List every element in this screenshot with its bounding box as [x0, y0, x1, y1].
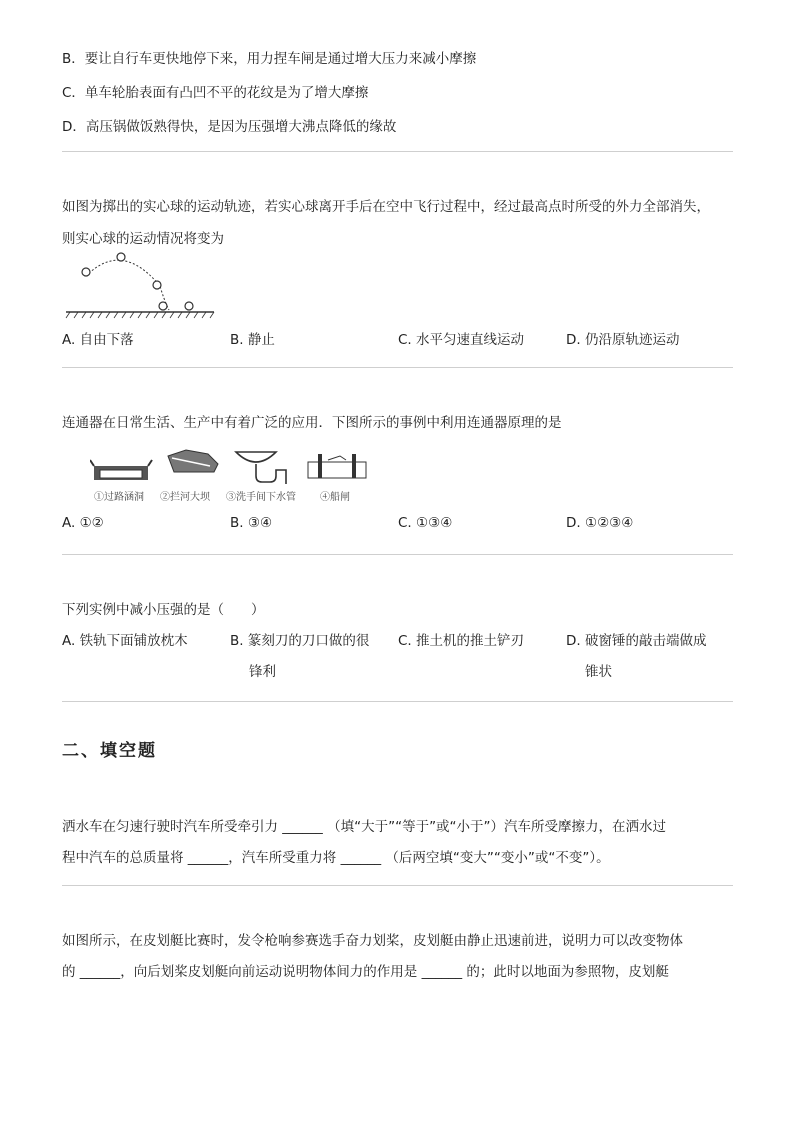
divider	[62, 885, 733, 886]
pressure-option-a: A. 铁轨下面铺放枕木	[62, 633, 188, 649]
connector-option-a: A. ①②	[62, 515, 104, 531]
caption-culvert: ①过路涵洞	[94, 492, 144, 503]
ball-option-b: B. 静止	[230, 332, 275, 348]
pressure-option-d: D. 破窗锤的敲击端做成	[566, 633, 707, 649]
dam-illustration	[168, 450, 218, 472]
connector-option-b: B. ③④	[230, 515, 273, 531]
caption-sink: ③洗手间下水管	[226, 492, 296, 503]
divider	[62, 701, 733, 702]
ball-option-a: A. 自由下落	[62, 332, 134, 348]
section-title: 二、填空题	[62, 741, 157, 761]
truck-question-line-2: 程中汽车的总质量将 ______，汽车所受重力将 ______ （后两空填“变大”“变小”或“不变”）。	[62, 850, 610, 866]
ball-question-stem-2: 则实心球的运动情况将变为	[62, 231, 224, 247]
culvert-illustration	[90, 460, 152, 480]
divider	[62, 367, 733, 368]
truck-question-line-1: 洒水车在匀速行驶时汽车所受牵引力 ______ （填“大于”“等于”或“小于”）汽车所受摩擦力，在洒水过	[62, 819, 667, 835]
caption-lock: ④船闸	[320, 492, 350, 503]
sink-illustration	[236, 452, 286, 484]
option-d-prev: D．高压锅做饭熟得快，是因为压强增大沸点降低的缘故	[62, 119, 397, 135]
pressure-option-b: B. 篆刻刀的刀口做的很	[230, 633, 370, 649]
connector-option-d: D. ①②③④	[566, 515, 634, 531]
connector-option-c: C. ①③④	[398, 515, 453, 531]
option-c-prev: C．单车轮胎表面有凸凹不平的花纹是为了增大摩擦	[62, 85, 369, 101]
divider	[62, 554, 733, 555]
caption-dam: ②拦河大坝	[160, 492, 210, 503]
connector-examples-figure	[90, 442, 370, 508]
ball-option-c: C. 水平匀速直线运动	[398, 332, 525, 348]
ball-question-stem-1: 如图为掷出的实心球的运动轨迹，若实心球离开手后在空中飞行过程中，经过最高点时所受的外力全部消失，	[62, 199, 710, 215]
pressure-question-stem: 下列实例中减小压强的是（ ）	[62, 602, 265, 618]
pressure-option-d-cont: 锥状	[585, 664, 612, 680]
boat-question-line-1: 如图所示，在皮划艇比赛时，发令枪响参赛选手奋力划桨，皮划艇由静止迅速前进，说明力可以改变物体	[62, 933, 683, 949]
ball-trajectory-figure	[64, 248, 216, 320]
pressure-option-c: C. 推土机的推土铲刃	[398, 633, 525, 649]
pressure-option-b-cont: 锋利	[249, 664, 276, 680]
option-b-prev: B．要让自行车更快地停下来，用力捏车闸是通过增大压力来减小摩擦	[62, 51, 477, 67]
divider	[62, 151, 733, 152]
ship-lock-illustration	[308, 454, 366, 478]
connector-question-stem: 连通器在日常生活、生产中有着广泛的应用．下图所示的事例中利用连通器原理的是	[62, 415, 562, 431]
ball-option-d: D. 仍沿原轨迹运动	[566, 332, 680, 348]
boat-question-line-2: 的 ______，向后划桨皮划艇向前运动说明物体间力的作用是 ______ 的；此时以地面为参照物，皮划艇	[62, 964, 669, 980]
